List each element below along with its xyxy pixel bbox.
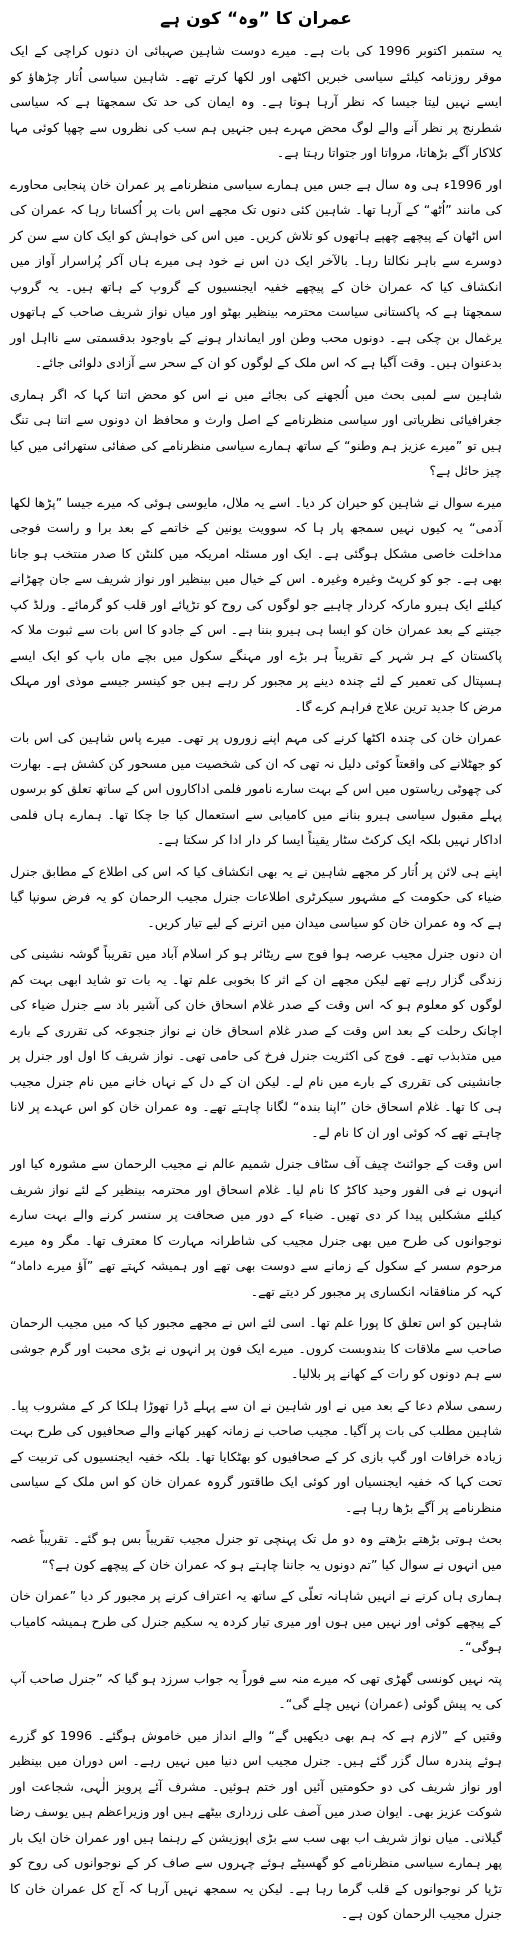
article-paragraph: رسمی سلام دعا کے بعد میں نے اور شاہین نے ان سے پہلے ڈرا تھوڑا ہلکا کر کے مشروب پیا۔ شاہین مطلب کی بات پر آگیا۔ مجیب صاحب نے زمانہ کھیر کھانے والے صحافیوں کی طرح بہت زیادہ خرافات اور گپ بازی کر کے صحافیوں کو بھٹکایا تھا۔ بلکہ خفیہ ایجنسیوں کی تربیت کے تحت کہا کہ خفیہ ایجنسیاں اور کوئی ایک طاقتور گروہ عمران خان کو اس ملک کے سیاسی منظرنامے پر آگے بڑھا رہا ہے۔ [10, 1397, 502, 1515]
article-paragraph: ان دنوں جنرل مجیب عرصہ ہوا فوج سے ریٹائر ہو کر اسلام آباد میں تقریباً گوشہ نشینی کی زندگی گزار رہے تھے لیکن مجھے ان کے اثر کا بخوبی علم تھا۔ یہ بات تو شاید ابھی بہت کم لوگوں کو معلوم ہو کہ اس وقت کے صدر غلام اسحاق خان کی آشیر باد سے جنرل ضیاء کی اچانک رحلت کے بعد اس وقت کے صدر غلام اسحاق خان نے نواز جنجوعہ کی تقرری کے بارے میں متذبذب تھے۔ فوج کی اکثریت جنرل فرخ کی حامی تھی۔ نواز شریف کا اول اور جنرل پر جانشینی کی تقرری کے بارے میں نام لے۔ لیکن ان کے دل کے نہاں خانے میں نام جنرل مجیب ہی کا تھا۔ غلام اسحاق خان ”اپنا بندہ“ لگانا چاہتے تھے۔ وہ عمران خان کو اس عہدے پر لانا چاہتے تھے کہ کوئی اور ان کا نام لے۔ [10, 946, 502, 1140]
article-headline: عمران کا ”وہ“ کون ہے [160, 9, 352, 29]
article-paragraph: وقتیں کے ”لازم ہے کہ ہم بھی دیکھیں گے“ والے انداز میں خاموش ہوگئے۔ 1996 کو گزرے ہوئے پندرہ سال گزر گئے ہیں۔ جنرل مجیب اس دنیا میں نہیں رہے۔ اس دوران میں بینظیر اور نواز شریف کی دو حکومتیں آئیں اور ختم ہوئیں۔ مشرف آئے پرویز الٰہی، شجاعت اور شوکت عزیز بھی۔ ایوان صدر میں آصف علی زرداری بیٹھے ہیں اور وزیراعظم ہیں یوسف رضا گیلانی۔ میاں نواز شریف اب بھی سب سے بڑی اپوزیشن کے رہنما ہیں اور عمران خان ایک بار پھر ہمارے سیاسی منظرنامے کو گھسیٹے ہوئے چہروں سے صاف کر کے نوجوانوں کی روح کو تڑپا کر نوجوانوں کے قلب گرما رہا ہے۔ لیکن یہ سمجھ نہیں آرہا کہ آج کل عمران خان کا جنرل مجیب الرحمان کون ہے۔ [9, 1727, 502, 1921]
article-paragraph: پتہ نہیں کونسی گھڑی تھی کہ میرے منہ سے فوراً یہ جواب سرزد ہو گیا کہ ”جنرل صاحب آپ کی یہ پیش گوئی (عمران) نہیں چلے گی“۔ [10, 1670, 502, 1711]
article-paragraph: اس وقت کے جوائنٹ چیف آف سٹاف جنرل شمیم عالم نے مجیب الرحمان سے مشورہ کیا اور انہوں نے فی الفور وحید کاکڑ کا نام لیا۔ غلام اسحاق اور محترمہ بینظیر کے لئے نواز شریف کیلئے مشکلیں پیدا کر دی تھیں۔ ضیاء کے دور میں صحافت پر سنسر کرنے والے بہت سارے نوجوانوں کی طرح میں بھی جنرل مجیب کی شاطرانہ مہارت کا معترف تھا۔ مگر وہ میرے مرحوم سسر کے سکول کے زمانے سے دوست بھی تھے اور ہمیشہ کہتے تھے ”آؤ میرے داماد“ کہہ کر منافقانہ انکساری پر مجبور کر دیتے تھے۔ [10, 1156, 502, 1299]
article-paragraph: میرے سوال نے شاہین کو حیران کر دیا۔ اسے یہ ملال، مایوسی ہوئی کہ میرے جیسا ”پڑھا لکھا آدمی“ یہ کیوں نہیں سمجھ پار ہا کہ سوویت یونین کے خاتمے کے بعد برا و راست فوجی مداخلت خاصی مشکل ہوگئی ہے۔ ایک اور مسئلہ امریکہ میں کلنٹن کا صدر منتخب ہو جانا بھی ہے۔ جو کو کرپٹ وغیرہ وغیرہ۔ اس کے خیال میں بینظیر اور نواز شریف سے جان چھڑانے کیلئے ایک ہیرو مارکہ کردار چاہیے جو لوگوں کی روح کو تڑپائے اور قلب کو گرمائے۔ ورلڈ کپ جیتنے کے بعد عمران خان کو ایسا ہی ہیرو بننا ہے۔ اس کے جادو کا اس بات سے ثبوت ملا کہ پاکستان کے ہر شہر کے تقریباً ہر بڑے اور مہنگے سکول میں بچے ماں باپ کو ایک ایسے ہسپتال کی تعمیر کے لئے چندہ دینے پر مجبور کر رہے ہیں جو کینسر جیسے موذی اور مہلک مرض کا جدید ترین علاج فراہم کرے گا۔ [10, 494, 502, 714]
article-paragraph: یہ ستمبر اکتوبر 1996 کی بات ہے۔ میرے دوست شاہین صہبائی ان دنوں کراچی کے ایک موقر روزنامہ کیلئے سیاسی خبریں اکٹھی اور لکھا کرتے تھے۔ شاہین سیاسی اُتار چڑھاؤ کو ایسے نہیں لیتا جیسا کہ نظر آرہا ہوتا ہے۔ وہ ایمان کی حد تک سمجھتا ہے کہ سیاسی شطرنج پر نظر آنے والے لوگ محض مہرے ہیں جنہیں ہم سب کی نظروں سے چھپا کوئی مہا کلاکار آگے بڑھاتا، مرواتا اور جتواتا رہتا ہے۔ [10, 43, 502, 160]
article-paragraph: شاہین سے لمبی بحث میں اُلجھنے کی بجائے میں نے اس کو محض اتنا کہا کہ اگر ہماری جغرافیائی نظریاتی اور سیاسی منظرنامے کے اصل وارث و محافظ ان دونوں سے اتنا ہی تنگ ہیں تو ”میرے عزیز ہم وطنو“ کے ساتھ ہمارے سیاسی منظرنامے کی صفائی ستھرائی میں کیا چیز حائل ہے؟ [10, 386, 502, 478]
article-paragraph: شاہین کو اس تعلق کا پورا علم تھا۔ اسی لئے اس نے مجھے مجبور کیا کہ میں مجیب الرحمان صاحب سے ملاقات کا بندوبست کروں۔ میرے ایک فون پر انہوں نے بڑی محبت اور گرم جوشی سے ہم دونوں کو رات کے کھانے پر بلالیا۔ [10, 1315, 502, 1381]
article-body [10, 38, 502, 1927]
article-paragraph: اپنے ہی لائن پر اُتار کر مجھے شاہین نے یہ بھی انکشاف کیا کہ اس کی اطلاع کے مطابق جنرل ضیاء کی حکومت کے مشہور سیکرٹری اطلاعات جنرل مجیب الرحمان کو یہ فرض سونپا گیا ہے کہ وہ عمران خان کو سیاسی میدان میں اترنے کے لیے تیار کریں۔ [10, 863, 502, 930]
article-paragraph: اور 1996ء ہی وہ سال ہے جس میں ہمارے سیاسی منظرنامے پر عمران خان پنجابی محاورے کی مانند ”اُٹھ“ کے آرہا تھا۔ شاہین کئی دنوں تک مجھے اس بات پر اُکساتا رہا کہ عمران کی اس اٹھان کے پیچھے چھپے ہاتھوں کو تلاش کریں۔ میں اس کی خواہش کو ایک کان سے سن کر دوسرے سے باہر نکالتا رہا۔ بالآخر ایک دن اس نے خود ہی میرے ہاں آکر پُراسرار آواز میں انکشاف کیا کہ عمران خان کے پیچھے خفیہ ایجنسیوں کے گروپ کے ہاتھ ہیں۔ یہ گروپ سمجھتا ہے کہ پاکستانی سیاست محترمہ بینظیر بھٹو اور میاں نواز شریف صاحب کے ہاتھوں یرغمال بن چکی ہے۔ دونوں محب وطن اور ایماندار ہونے کے باوجود بدقسمتی سے نااہل اور بدعنوان ہیں۔ وقت آگیا ہے کہ اس ملک کے لوگوں کو ان کے سحر سے آزادی دلوائی جائے۔ [10, 176, 502, 370]
article-paragraph: بحث ہوتی بڑھتے بڑھتے وہ دو مل تک پہنچی تو جنرل مجیب تقریباً بس ہو گئے۔ تقریباً غصہ میں انہوں نے سوال کیا ”تم دونوں یہ جاننا چاہتے ہو کہ عمران خان کے پیچھے کون ہے؟“ [10, 1531, 502, 1572]
article-paragraph: ہماری ہاں کرنے نے انہیں شاہانہ تعلّی کے ساتھ یہ اعتراف کرنے پر مجبور کر دیا ”عمران خان کے پیچھے کوئی اور نہیں میں ہوں اور میری تیار کردہ یہ سکیم جنرل کی طرح ہمیشہ کامیاب ہوگی“۔ [10, 1588, 502, 1654]
article-paragraph: عمران خان کی چندہ اکٹھا کرنے کی مہم اپنے زوروں پر تھی۔ میرے پاس شاہین کی اس بات کو جھٹلانے کی واقعتاً کوئی دلیل نہ تھی کہ ان کی شخصیت میں مسحور کن کشش ہے۔ بھارت کی چھوٹی ریاستوں میں اس کے بہت سارے نامور فلمی اداکاروں اس کے ساتھ تعلق کو برسوں پہلے مقبول سیاسی ہیرو بنانے میں کامیابی سے استعمال کیا جا چکا تھا۔ ہمارے ہاں فلمی اداکار نہیں بلکہ ایک کرکٹ سٹار یقیناً ایسا کر دار ادا کر سکتا ہے۔ [10, 730, 502, 847]
